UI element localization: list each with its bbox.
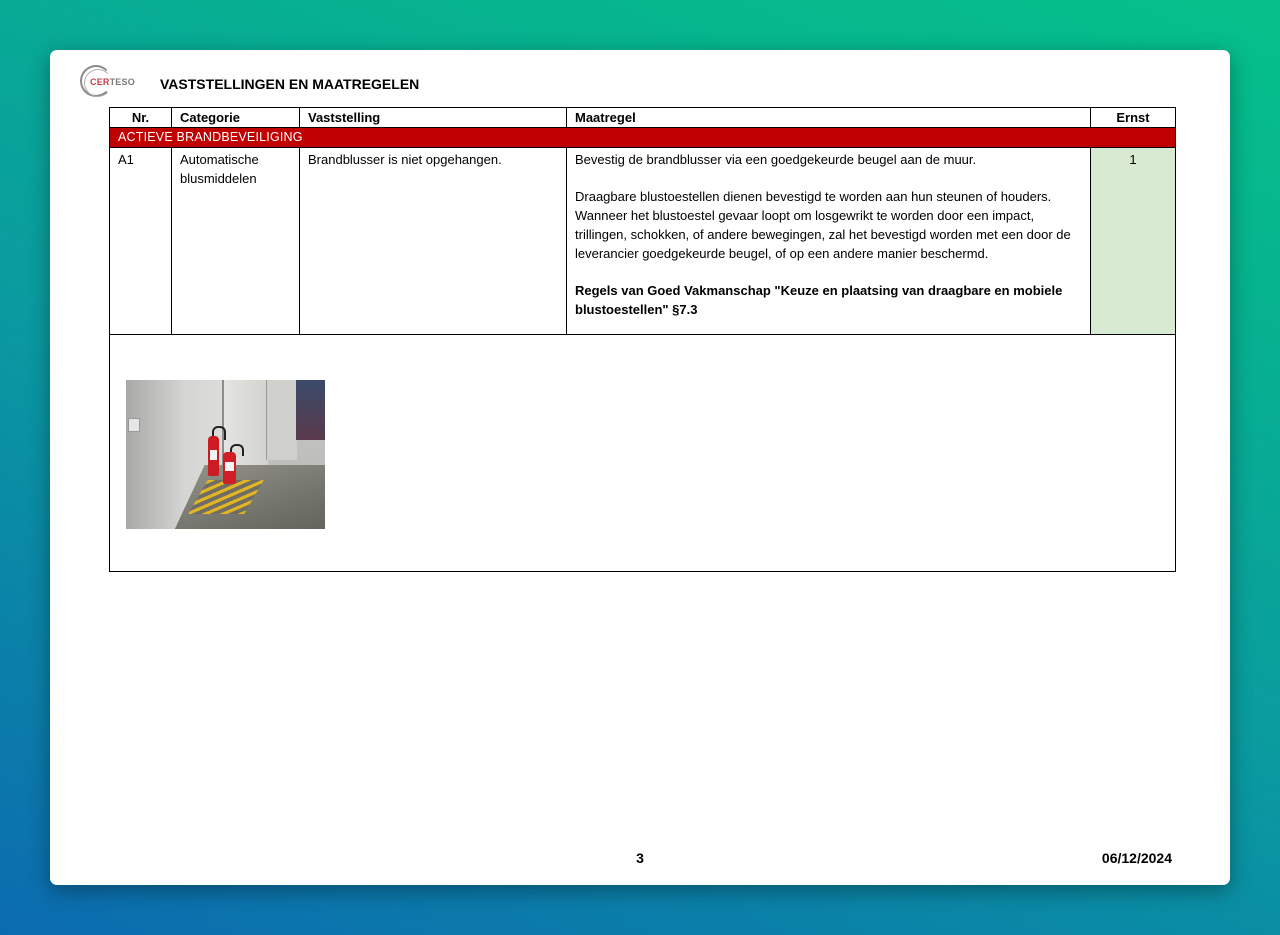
photo-extinguisher-1 <box>208 436 219 476</box>
table-row <box>110 148 1176 335</box>
footer-date: 06/12/2024 <box>1101 850 1172 866</box>
footer-page-number: 3 <box>636 850 644 866</box>
certeso-logo <box>80 65 135 101</box>
photo-row <box>110 335 1176 572</box>
document-page <box>50 50 1230 885</box>
section-title: ACTIEVE BRANDBEVEILIGING <box>110 128 1176 148</box>
logo-text-first: CER <box>90 77 110 87</box>
finding-category: Automatische blusmiddelen <box>172 148 300 335</box>
measure-reference: Regels van Goed Vakmanschap "Keuze en plaatsing van draagbare en mobiele blustoestellen" §7.3 <box>575 283 1063 317</box>
page-title: VASTSTELLINGEN EN MAATREGELEN <box>160 76 420 92</box>
measure-instruction: Bevestig de brandblusser via een goedgekeurde beugel aan de muur. <box>575 152 977 167</box>
fire-extinguisher-photo <box>126 380 325 529</box>
finding-nr: A1 <box>110 148 172 335</box>
photo-outlet <box>128 418 140 432</box>
finding-observation: Brandblusser is niet opgehangen. <box>300 148 567 335</box>
column-header-category: Categorie <box>172 108 300 128</box>
column-header-observation: Vaststelling <box>300 108 567 128</box>
finding-measure <box>567 148 1091 335</box>
section-row <box>110 128 1176 148</box>
photo-extinguisher-2-label <box>225 462 234 471</box>
column-header-severity: Ernst <box>1091 108 1176 128</box>
photo-background <box>296 380 325 440</box>
logo-text-second: TESO <box>109 77 135 87</box>
table-header-row <box>110 108 1176 128</box>
photo-extinguisher-2 <box>223 452 236 484</box>
measure-explanation: Draagbare blustoestellen dienen bevestigd te worden aan hun steunen of houders. Wanneer het blustoestel gevaar loopt om losgewrikt te worden door een impact, trillingen, schokken, of andere bewegingen, zal het bevestigd worden met een door de leverancier goedgekeurde beugel, of op een andere manier beschermd. <box>575 189 1071 261</box>
photo-door-second <box>266 380 297 460</box>
findings-table <box>109 107 1176 572</box>
photo-extinguisher-1-label <box>210 450 217 460</box>
finding-severity: 1 <box>1091 148 1176 335</box>
photo-cell <box>110 335 1176 572</box>
logo-text <box>90 77 135 87</box>
column-header-nr: Nr. <box>110 108 172 128</box>
column-header-measure: Maatregel <box>567 108 1091 128</box>
